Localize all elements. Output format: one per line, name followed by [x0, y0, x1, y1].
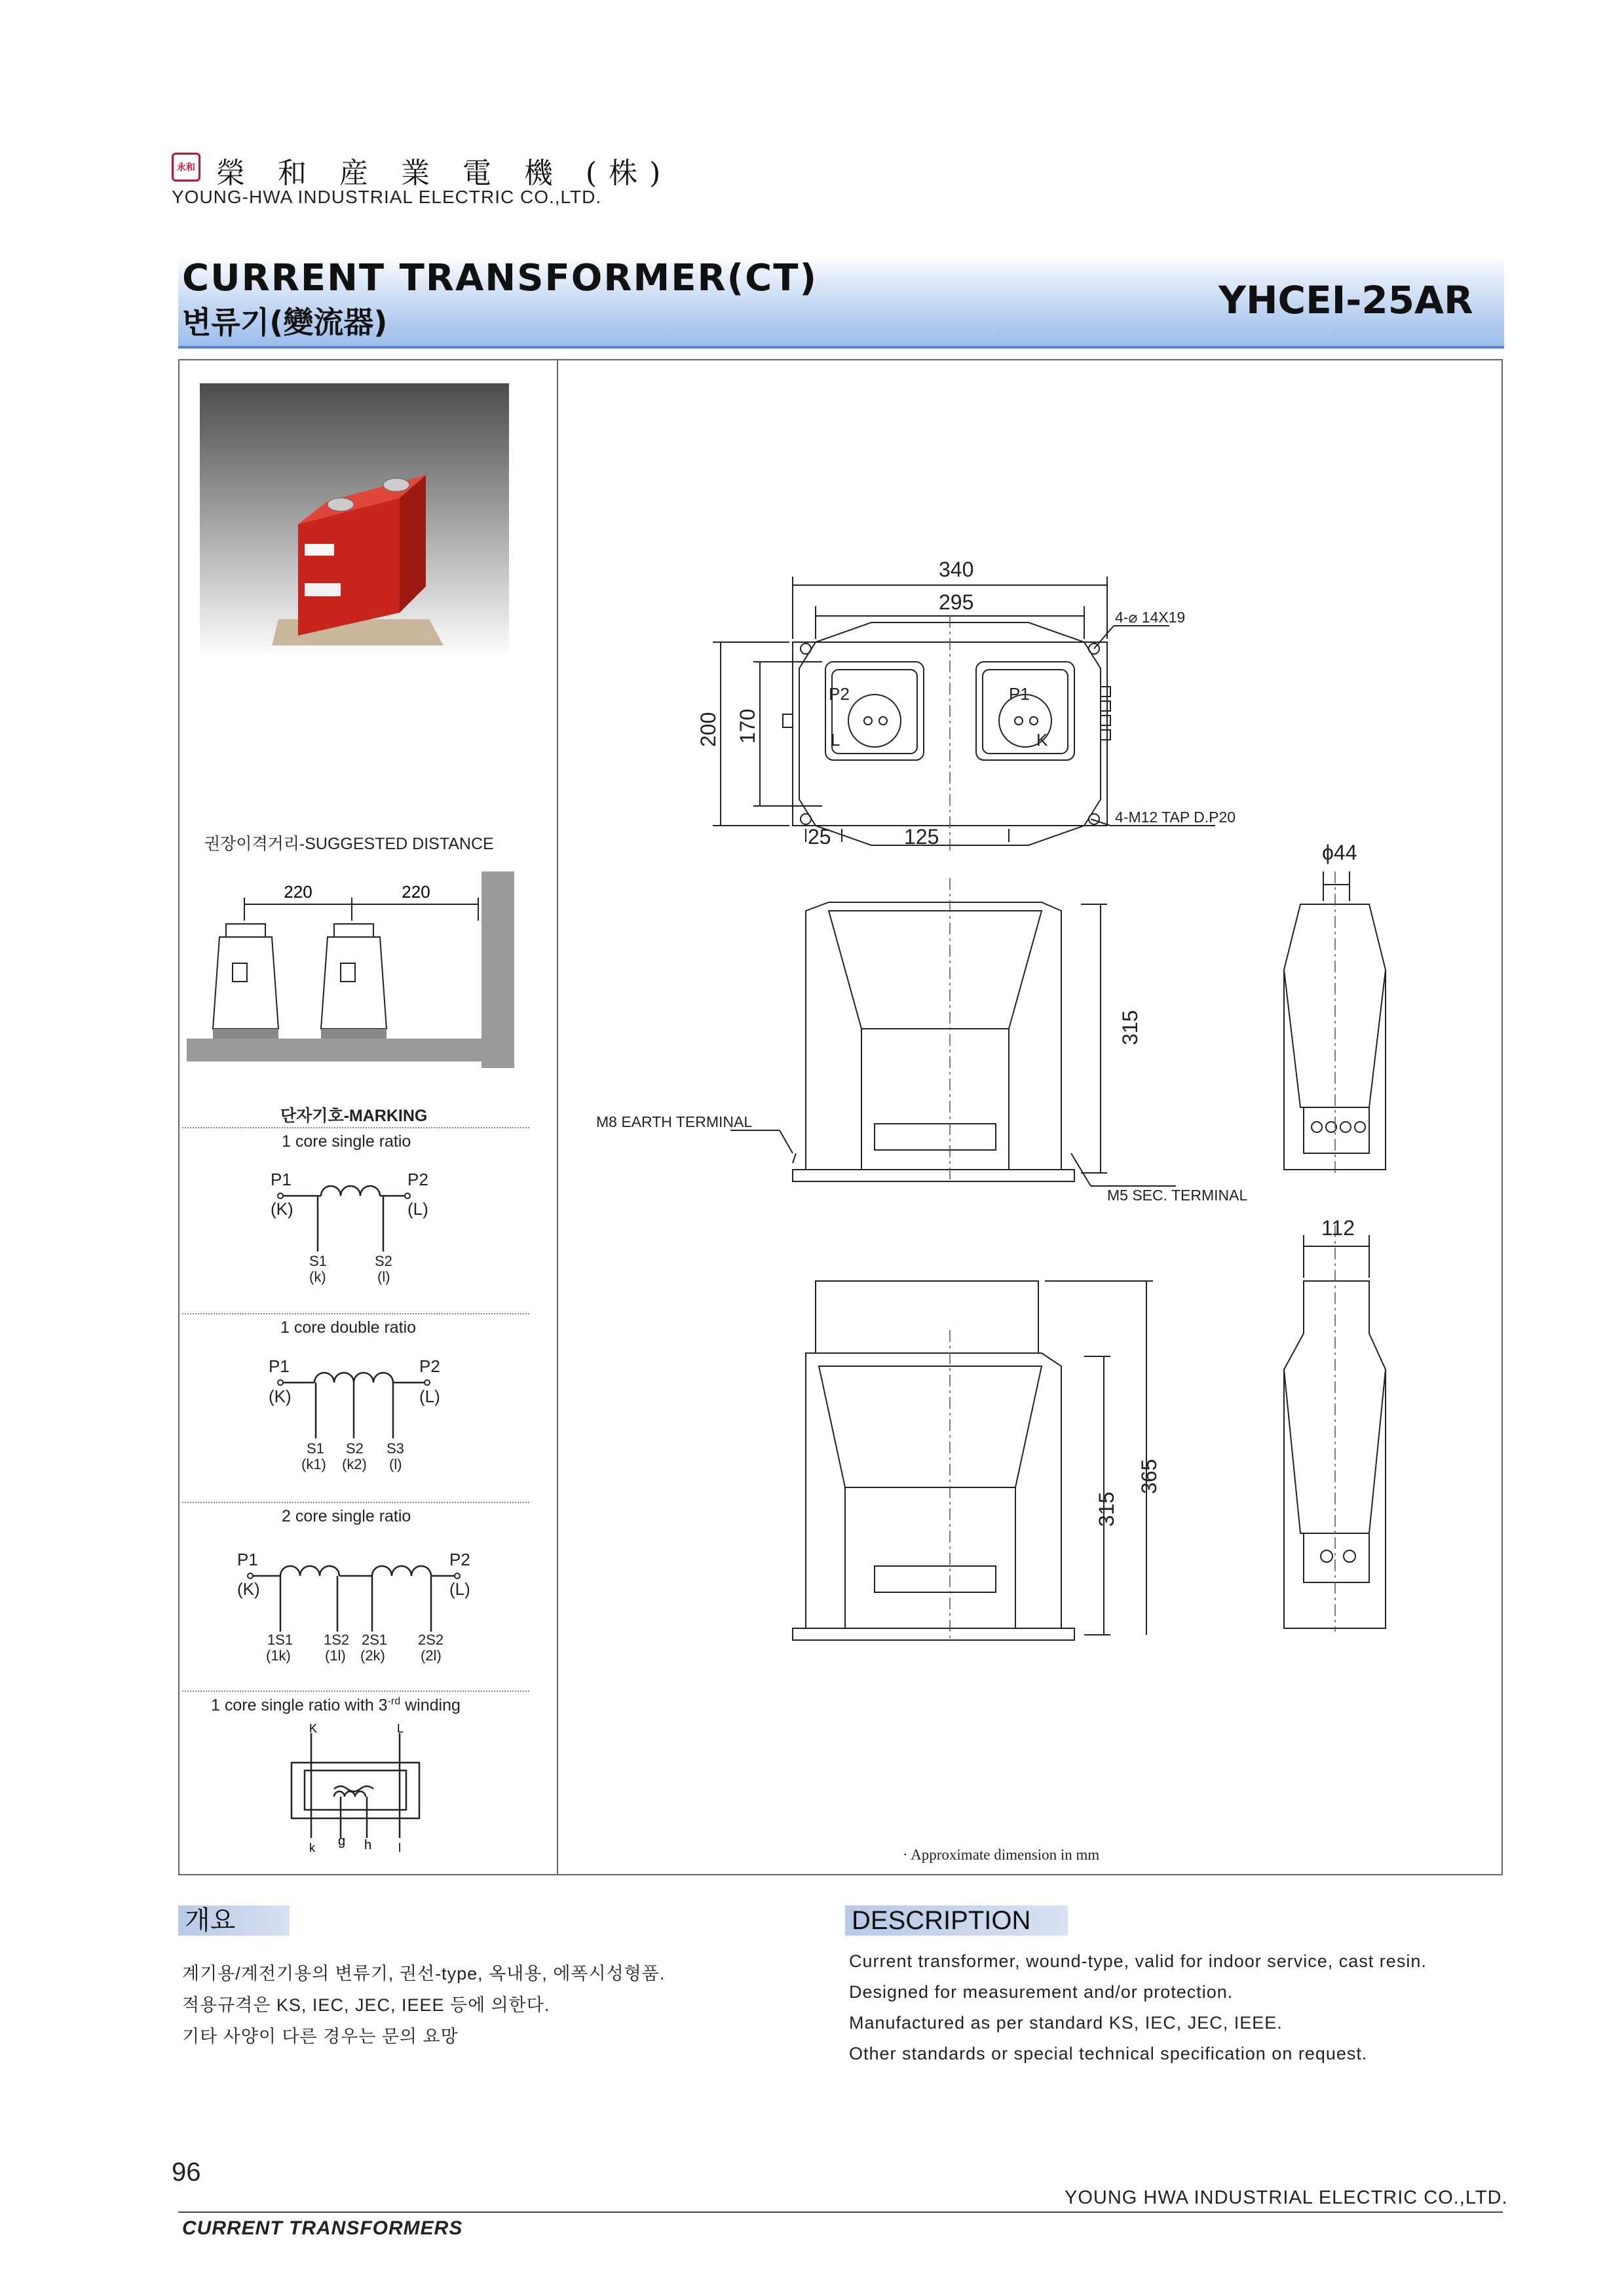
divider [182, 1502, 529, 1503]
diagram-3-s1: 1S1 [267, 1632, 293, 1648]
terminal-p1: P1 [1009, 684, 1030, 704]
dim-340: 340 [939, 558, 974, 581]
description-line-2: Designed for measurement and/or protection. [849, 1982, 1234, 2002]
hole-note: 4-⌀ 14X19 [1115, 609, 1186, 626]
diagram-2-p1: P1 [269, 1356, 290, 1376]
diagram-3-s4: 2S2 [418, 1632, 444, 1648]
caption-4-post: winding [400, 1696, 461, 1715]
diagram-2-p2: P2 [419, 1356, 440, 1376]
diagram-2-sl3: (l) [389, 1456, 402, 1472]
dim-365: 365 [1137, 1459, 1161, 1494]
diagram-2-s2: S2 [346, 1440, 364, 1457]
diagram-4-h: h [364, 1838, 372, 1852]
footer-rule [178, 2211, 1503, 2213]
marking-title: 단자기호-MARKING [280, 1107, 428, 1125]
divider [182, 1313, 529, 1314]
diagram-caption-2: 1 core double ratio [280, 1318, 417, 1337]
page-number: 96 [172, 2158, 201, 2187]
overview-line-2: 적용규격은 KS, IEC, JEC, IEEE 등에 의한다. [182, 1995, 550, 2015]
terminal-p2: P2 [829, 684, 850, 704]
diagram-3-sl3: (2k) [360, 1647, 385, 1664]
diagram-4-L: L [397, 1723, 404, 1735]
diagram-3-s2: 1S2 [324, 1632, 350, 1648]
diagram-3-p2: P2 [449, 1550, 470, 1569]
marking-diagram-3 [236, 1546, 472, 1638]
diagram-caption-3: 2 core single ratio [282, 1507, 411, 1525]
footer-company: YOUNG HWA INDUSTRIAL ELECTRIC CO.,LTD. [1065, 2187, 1508, 2208]
diagram-2-sl2: (k2) [342, 1456, 367, 1472]
description-line-1: Current transformer, wound-type, valid for indoor service, cast resin. [849, 1951, 1427, 1971]
diagram-2-sl1: (k1) [301, 1456, 326, 1472]
diagram-2-l: (L) [419, 1387, 440, 1406]
sec-terminal-note: M5 SEC. TERMINAL [1107, 1187, 1248, 1204]
diagram-4-k: k [309, 1841, 315, 1854]
distance-label-1: 220 [284, 882, 312, 902]
diagram-4-g: g [338, 1834, 346, 1848]
description-heading: DESCRIPTION [845, 1905, 1068, 1936]
diagram-3-p1: P1 [237, 1550, 258, 1569]
terminal-k: K [1036, 730, 1048, 750]
description-line-4: Other standards or special technical specification on request. [849, 2044, 1368, 2063]
dim-125: 125 [904, 825, 939, 849]
page-title: CURRENT TRANSFORMER(CT) [182, 257, 818, 299]
diagram-1-s2: S2 [375, 1253, 392, 1269]
diagram-caption-1: 1 core single ratio [282, 1132, 411, 1151]
distance-label-2: 220 [402, 882, 430, 902]
caption-4-sup: -rd [387, 1696, 401, 1707]
diagram-1-p2: P2 [407, 1170, 428, 1189]
dim-315-b: 315 [1095, 1491, 1118, 1527]
dim-112: 112 [1321, 1216, 1355, 1240]
overview-heading: 개요 [178, 1905, 290, 1936]
company-name-english: YOUNG-HWA INDUSTRIAL ELECTRIC CO.,LTD. [172, 187, 602, 207]
diagram-3-sl2: (1l) [325, 1647, 346, 1664]
product-photo [200, 383, 509, 659]
company-logo: 永和 [172, 153, 200, 182]
diagram-1-sl1: (k) [309, 1269, 326, 1285]
footer-section: CURRENT TRANSFORMERS [182, 2217, 463, 2239]
diagram-caption-4 [211, 1696, 461, 1715]
diagram-1-k: (K) [271, 1199, 293, 1219]
diagram-3-k: (K) [237, 1579, 260, 1599]
marking-diagram-4 [282, 1723, 439, 1854]
dimension-drawing [563, 367, 1494, 1841]
diagram-4-l: l [398, 1841, 401, 1854]
divider [182, 1691, 529, 1692]
dim-200: 200 [696, 712, 720, 747]
diagram-3-s3: 2S1 [362, 1632, 388, 1648]
diagram-3-sl1: (1k) [266, 1647, 291, 1664]
page-subtitle: 변류기(變流器) [182, 305, 388, 340]
panel-divider [557, 359, 558, 1875]
marking-diagram-1 [262, 1166, 426, 1258]
company-name-hanja: 榮 和 産 業 電 機 (株) [216, 157, 673, 190]
diagram-1-s1: S1 [309, 1253, 327, 1269]
overview-line-3: 기타 사양이 다른 경우는 문의 요망 [182, 2027, 459, 2046]
caption-4-pre: 1 core single ratio with 3 [211, 1696, 388, 1715]
diagram-1-p1: P1 [271, 1170, 292, 1189]
diagram-2-s1: S1 [307, 1440, 324, 1457]
dim-170: 170 [736, 708, 759, 744]
diagram-1-sl2: (l) [377, 1269, 390, 1285]
tap-note: 4-M12 TAP D.P20 [1115, 809, 1236, 826]
marking-diagram-2 [262, 1353, 445, 1445]
suggested-distance-diagram [187, 871, 514, 1068]
terminal-l: L [831, 730, 840, 750]
description-line-3: Manufactured as per standard KS, IEC, JEC, IEEE. [849, 2013, 1283, 2033]
suggested-distance-label: 권장이격거리-SUGGESTED DISTANCE [204, 835, 494, 853]
model-number: YHCEI-25AR [1218, 278, 1473, 322]
dim-295: 295 [939, 590, 974, 614]
diagram-4-K: K [309, 1723, 318, 1735]
divider [182, 1127, 529, 1128]
diagram-3-sl4: (2l) [421, 1647, 442, 1664]
dim-phi-44: ϕ44 [1322, 841, 1357, 864]
earth-terminal-note: M8 EARTH TERMINAL [596, 1113, 753, 1130]
diagram-2-s3: S3 [387, 1440, 404, 1457]
approx-dimension-note: · Approximate dimension in mm [903, 1846, 1100, 1863]
diagram-3-l: (L) [449, 1579, 470, 1599]
diagram-1-l: (L) [407, 1199, 428, 1219]
overview-line-1: 계기용/계전기용의 변류기, 권선-type, 옥내용, 에폭시성형품. [182, 1964, 666, 1983]
dim-25: 25 [808, 825, 831, 849]
diagram-2-k: (K) [269, 1387, 292, 1406]
dim-315-a: 315 [1118, 1010, 1142, 1045]
